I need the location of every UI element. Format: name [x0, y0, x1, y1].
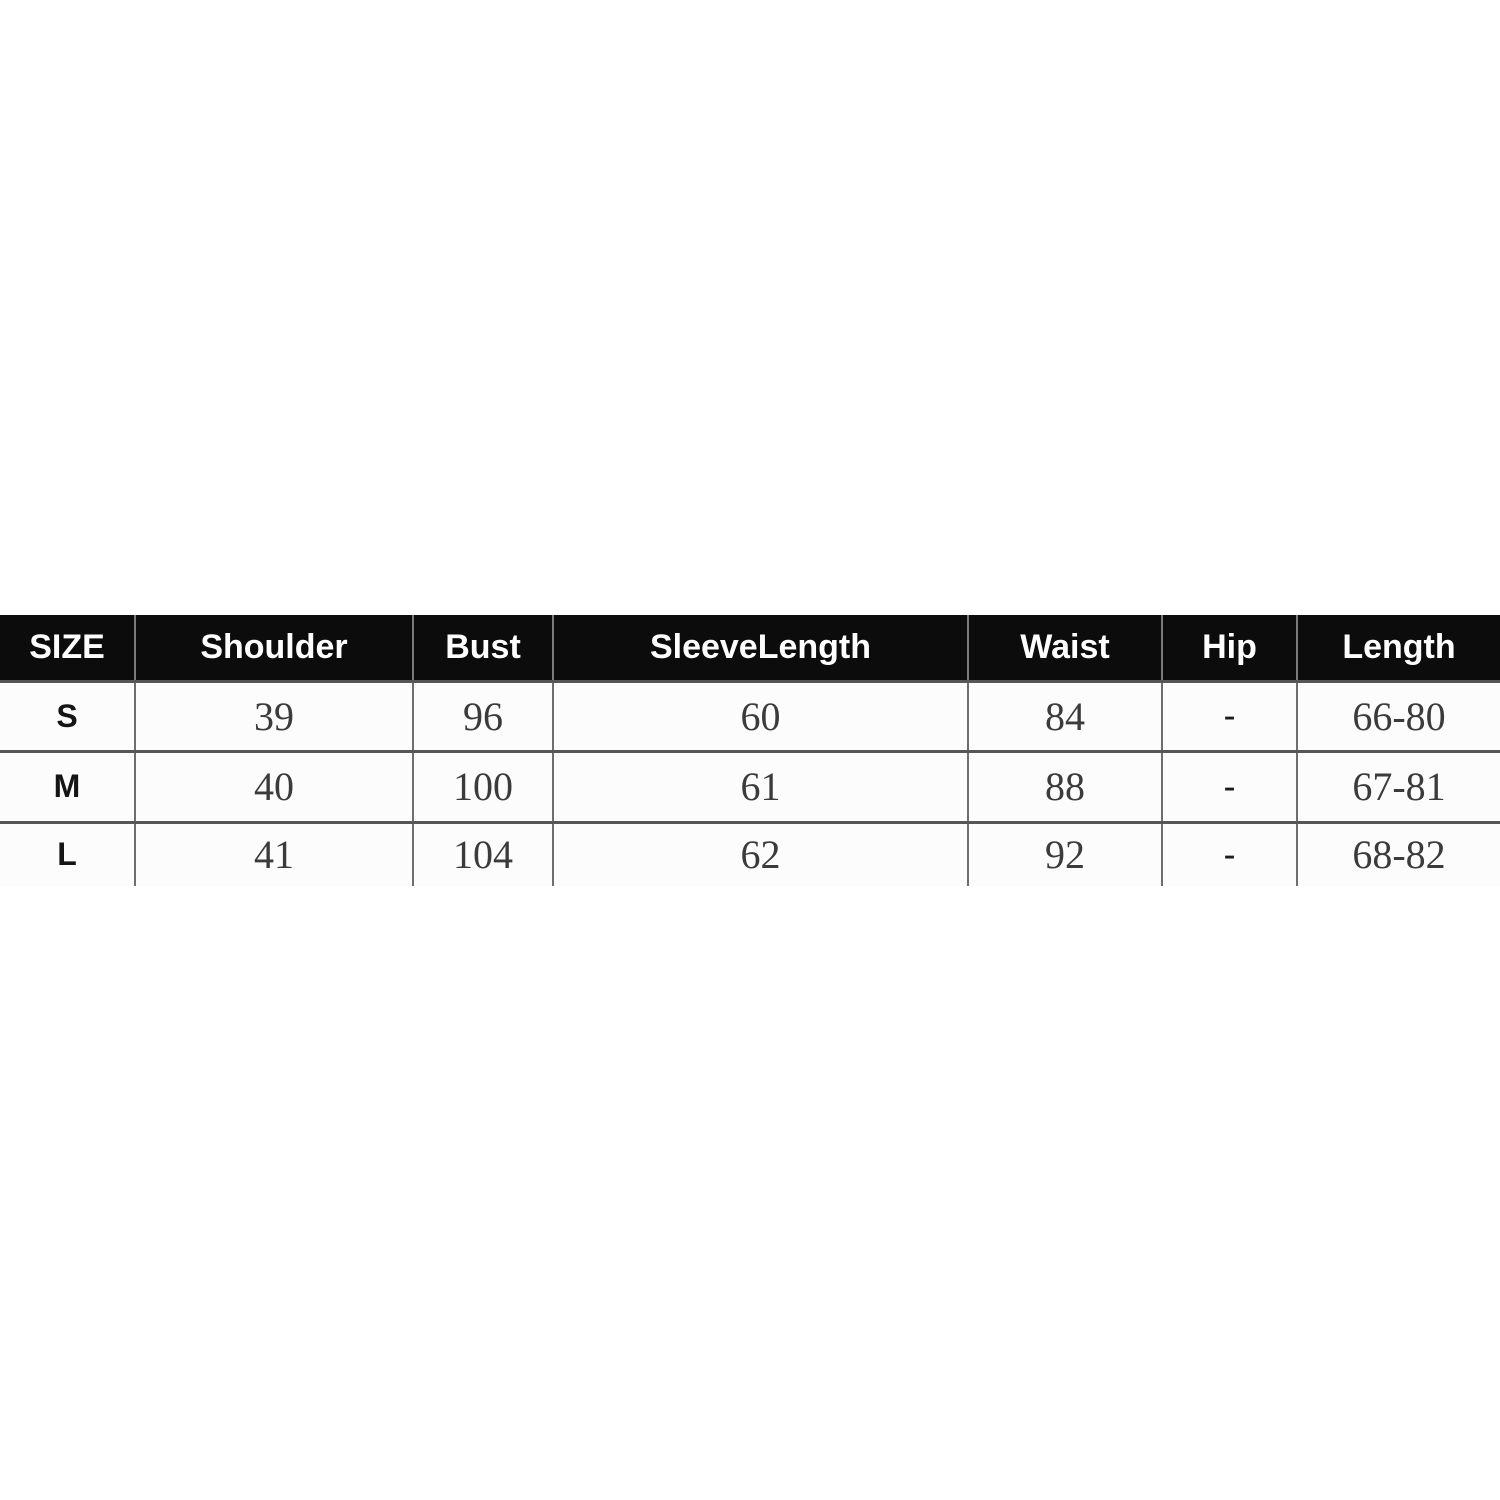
cell-bust: 96: [413, 681, 553, 751]
row-size-label: L: [0, 822, 135, 886]
cell-bust: 100: [413, 751, 553, 822]
table-row-l: [0, 822, 1500, 886]
cell-hip: -: [1162, 751, 1297, 822]
cell-length: 66-80: [1297, 681, 1500, 751]
cell-waist: 84: [968, 681, 1162, 751]
size-chart: [0, 615, 1500, 886]
size-chart-body: [0, 681, 1500, 886]
header-row: [0, 615, 1500, 681]
size-chart-header: [0, 615, 1500, 681]
cell-length: 68-82: [1297, 822, 1500, 886]
header-cell-size: SIZE: [0, 615, 135, 681]
header-cell-sleevelength: SleeveLength: [553, 615, 968, 681]
cell-sleevelength: 60: [553, 681, 968, 751]
cell-hip: -: [1162, 822, 1297, 886]
cell-waist: 92: [968, 822, 1162, 886]
header-cell-waist: Waist: [968, 615, 1162, 681]
cell-hip: -: [1162, 681, 1297, 751]
header-cell-bust: Bust: [413, 615, 553, 681]
cell-bust: 104: [413, 822, 553, 886]
cell-sleevelength: 62: [553, 822, 968, 886]
cell-shoulder: 39: [135, 681, 413, 751]
header-cell-length: Length: [1297, 615, 1500, 681]
cell-sleevelength: 61: [553, 751, 968, 822]
table-row-m: [0, 751, 1500, 822]
size-chart-table: [0, 615, 1500, 886]
cell-waist: 88: [968, 751, 1162, 822]
cell-length: 67-81: [1297, 751, 1500, 822]
cell-shoulder: 41: [135, 822, 413, 886]
header-cell-hip: Hip: [1162, 615, 1297, 681]
row-size-label: M: [0, 751, 135, 822]
row-size-label: S: [0, 681, 135, 751]
table-row-s: [0, 681, 1500, 751]
cell-shoulder: 40: [135, 751, 413, 822]
header-cell-shoulder: Shoulder: [135, 615, 413, 681]
